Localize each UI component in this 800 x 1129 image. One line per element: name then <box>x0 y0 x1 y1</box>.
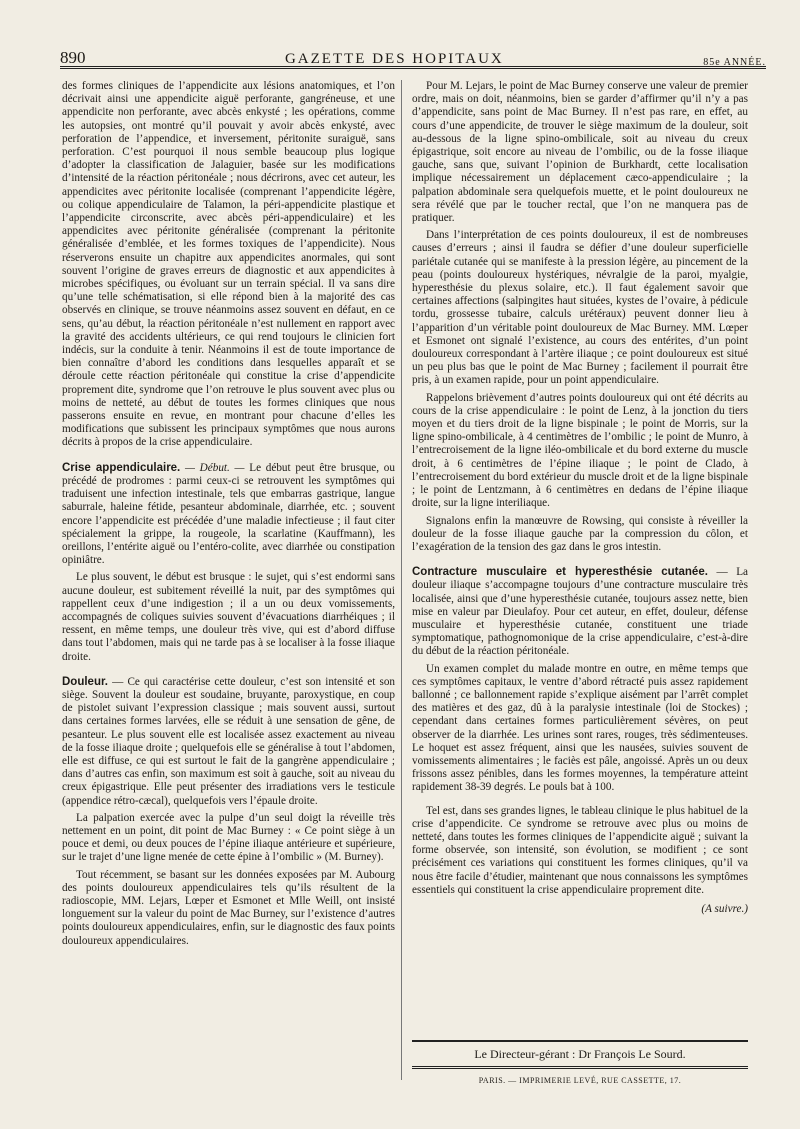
paragraph: — La douleur iliaque s’accompagne toujours d’une contracture musculaire très localisée, ainsi que d’une hyperesthésie cutanée, toujours assez nette, bien mise en valeur par Dieulafoy. Pour cet auteur, en effet, douleur, défense musculaire et hyperesthésie cutanée, constituent une triade symptomatique, pathognomonique de la crise appendiculaire, c’est-à-dire du début de la réaction péritonéale. <box>412 566 748 658</box>
year-label: 85e ANNÉE. <box>703 57 766 68</box>
paragraph: Un examen complet du malade montre en outre, en même temps que ces symptômes capitaux, le ventre d’abord rétracté puis assez rapidement ballonné ; ce ballonnement rapide s’explique aisément par l’arrêt complet des matières et des gaz, dû à la paralysie intestinale (loi de Stockes) ; cependant dans certaines formes particulièrement sévères, on peut observer de la diarrhée. Les urines sont rares, rouges, très sédimenteuses. Le hoquet est assez fréquent, ainsi que les nausées, suivies souvent de vomissements alimentaires ; le faciès est pâle, angoissé. Après un ou deux frissons assez pénibles, dans les formes moyennes, la température atteint rapidement 38-39 degrés. Le pouls bat à 100. <box>412 662 748 794</box>
continued-note: (A suivre.) <box>701 902 748 915</box>
section-crise <box>62 462 395 568</box>
section-lead: — Début. — <box>185 461 245 474</box>
footer-rule <box>412 1040 748 1042</box>
journal-title: GAZETTE DES HOPITAUX <box>284 51 504 67</box>
page-number: 890 <box>60 48 86 67</box>
section-title: Contracture musculaire et hyperesthésie cutanée. <box>412 566 708 579</box>
paragraph: La palpation exercée avec la pulpe d’un seul doigt la réveille très nettement en un point, dit point de Mac Burney : « Ce point siège à un pouce et demi, ou deux pouces de l’épine iliaque antérieure et supérieure, sur le trajet d’une ligne menée de cette épine à l’ombilic » (M. Burney). <box>62 811 395 864</box>
page-header <box>60 38 766 68</box>
paragraph: Rappelons brièvement d’autres points douloureux qui ont été décrits au cours de la crise appendiculaire : le point de Lenz, à la jonction du tiers moyen et du tiers droit de la ligne bispinale ; le point de Morris, sur la ligne spino-ombilicale, à 4 centimètres de l’ombilic ; le point de Munro, à l’entrecroisement de la ligne iléo-ombilicale et du bord externe du muscle droit, à 6 centimètres de l’épine iliaque ; le point de Clado, à l’entrecroisement du bord extérieur du muscle droit et de la ligne bispinale ; le point de Lentzmann, à 6 centimètres en dedans de l’épine iliaque droite, sur la ligne interiliaque. <box>412 391 748 510</box>
paragraph: — Ce qui caractérise cette douleur, c’est son intensité et son siège. Souvent la douleur est soudaine, bruyante, paroxystique, en coup de pistolet suivant l’expression classique ; mais souvent aussi, surtout dans certaines formes larvées, elle se réduit à une sensation de gêne, de pesanteur. Le plus souvent elle est localisée assez exactement au niveau de la fosse iliaque droite ; quelquefois elle se généralise à tout l’abdomen, elle est diffuse, ce qui est surtout le fait de la gangrène appendiculaire ; dans d’autres cas enfin, son maximum est soit à gauche, soit au niveau du creux épigastrique. Elle peut présenter des irradiations vers le testicule (appendice rétro-cæcal), quelquefois vers l’épaule droite. <box>62 675 396 807</box>
printer-line: PARIS. — IMPRIMERIE LEVÉ, RUE CASSETTE, 17. <box>478 1076 682 1085</box>
section-contracture <box>412 566 748 658</box>
paragraph: Pour M. Lejars, le point de Mac Burney conserve une valeur de premier ordre, mais on doit, néanmoins, bien se garder d’affirmer qu’il n’y a pas d’appendicite, sans point de Mac Burney. Il n’est pas rare, en effet, au cours d’une appendicite, de trouver le siège maximum de la douleur, soit au-dessous de la ligne spino-ombilicale, soit au niveau du creux épigastrique, soit encore au niveau de l’ombilic, ou de la fosse iliaque gauche, sans que, suivant l’opinion de Burkhardt, cette localisation implique nécessairement un déplacement cæco-appendiculaire ; la palpation abdominale sera quelquefois muette, et le point douloureux ne sera révélé que par le toucher rectal, que l’on ne manquera pas de pratiquer. <box>412 80 748 225</box>
header-rule <box>60 66 766 69</box>
left-column <box>62 80 395 952</box>
section-title: Crise appendiculaire. <box>62 461 181 474</box>
paragraph: Le début peut être brusque, ou précédé de prodromes : parmi ceux-ci se retrouvent les symptômes qui traduisent une infection intestinale, tels que embarras gastrique, langue saburrale, haleine fétide, pesanteur abdominale, diarrhée, etc. ; souvent encore l’appendicite est précédée d’une maladie infectieuse ; il faut citer spécialement la grippe, la rougeole, la scarlatine (Kauffmann), les oreillons, l’entérite aiguë ou l’entéro-colite, avec diarrhée ou constipation opiniâtre. <box>62 461 395 567</box>
footer-rule <box>412 1066 748 1069</box>
director-line: Le Directeur-gérant : Dr François Le Sourd. <box>474 1047 686 1061</box>
paragraph: Le plus souvent, le début est brusque : le sujet, qui s’est endormi sans aucune douleur, est subitement réveillé la nuit, par des symptômes qui rappellent ceux d’une indigestion ; il a un ou deux vomissements, accompagnés de coliques suivies souvent d’évacuations diarrhéiques ; il ressent, en même temps, une douleur très vive, qui est d’abord diffuse dans tout l’abdomen, mais qui ne tarde pas à se localiser à la fosse iliaque droite. <box>62 571 395 663</box>
paragraph: Tout récemment, se basant sur les données exposées par M. Aubourg des points douloureux appendiculaires tels qu’ils résultent de la radioscopie, MM. Lejars, Lœper et Esmonet et Mlle Weill, ont insisté longuement sur la valeur du point de Mac Burney, sur l’existence d’autres points douloureux appendiculaires, enfin, sur le diagnostic des faux points douloureux appendiculaires. <box>62 868 395 947</box>
paragraph: Dans l’interprétation de ces points douloureux, il est de nombreuses causes d’erreurs ; ainsi il faudra se défier d’une douleur superficielle pariétale cutanée qui se manifeste à la pression légère, au pincement de la peau (points douloureux hystériques, névralgie de la paroi, myalgie, hyperesthésie du plexus solaire, etc.). Il faut également savoir que certaines affections (salpingites haut situées, kystes de l’ovaire, à pédicule tordu, grossesse tubaire, calculs urétéraux) peuvent donner lieu à l’apparition d’un véritable point douloureux de Mac Burney. MM. Lœper et Esmonet ont signalé l’existence, au cours des entérites, d’un point douloureux correspondant à l’artère iliaque ; ce point douloureux est situé un peu plus bas que le point de Mac Burney ; facilement il pourrait être pris, à un examen rapide, pour un point appendiculaire. <box>412 229 748 387</box>
paragraph: Signalons enfin la manœuvre de Rowsing, qui consiste à réveiller la douleur de la fosse iliaque gauche par la compression du côlon, et l’exagération de la tension des gaz dans le gros intestin. <box>412 514 748 553</box>
paragraph: Tel est, dans ses grandes lignes, le tableau clinique le plus habituel de la crise d’appendicite. Ce syndrome se retrouve avec plus ou moins de netteté, dans toutes les formes cliniques de l’appendicite aiguë ; suivant la forme observée, son intensité, son évolution, se modifient ; ce sont précisément ces variations qui constituent les formes cliniques, qu’il va nous être facile d’étudier, maintenant que nous connaissons les symptômes essentiels qui constituent la crise appendiculaire proprement dite. <box>412 804 749 896</box>
column-divider <box>401 80 402 1080</box>
right-column <box>412 80 748 916</box>
section-title: Douleur. <box>62 675 109 688</box>
paragraph: des formes cliniques de l’appendicite aux lésions anatomiques, et l’on décrivait ainsi une appendicite aiguë perforante, gangréneuse, et une appendicite non perforante, avec abcès enkysté ; les opérations, comme les autopsies, ont montré qu’il pouvait y avoir abcès enkysté, avec perforation de l’appendice, et inversement, péritonite suraiguë, sans perforation. C’est pourquoi il nous semble beaucoup plus logique d’adopter la classification de Jalaguier, basée sur les modifications d’intensité de la réaction péritonéale ; nous décrirons, avec cet auteur, les appendicites avec péritonite localisée (comprenant l’appendicite légère, ou colique appendiculaire de Talamon, la péri-appendicite plastique et l’appendicite circonscrite, avec abcès péri-appendiculaire) et les appendicites avec péritonite généralisée (comprenant la péritonite généralisée d’emblée, et les formes toxiques de l’appendicite). Nous réserverons ensuite un chapitre aux appendicites anormales, qui sont souvent l’origine de graves erreurs de diagnostic et aux appendicites à microbes spécifiques, ou évoluant sur un terrain spécial. Il va sans dire qu’une telle schématisation, si elle répond bien à la majorité des cas observés en clinique, se trouve néanmoins assez souvent en défaut, en ce sens, qu’au début, la réaction péritonéale n’est nullement en rapport avec la gravité des accidents ultérieurs, ce qui rend toujours le clinicien fort indécis, sur la conduite à tenir. Néanmoins il est de toute importance de bien connaître d’abord les conditions dans lesquelles apparaît et se déroule cette réaction péritonéale qui constitue la crise d’appendicite proprement dite, syndrome que l’on retrouve le plus souvent avec plus ou moins de netteté, au début de toutes les formes cliniques que nous passerons ensuite en revue, en montrant pour chacune d’elles les modifications que subissent les principaux symptômes que nous aurons décrits à propos de la crise appendiculaire. <box>62 80 395 449</box>
section-douleur <box>62 676 395 808</box>
